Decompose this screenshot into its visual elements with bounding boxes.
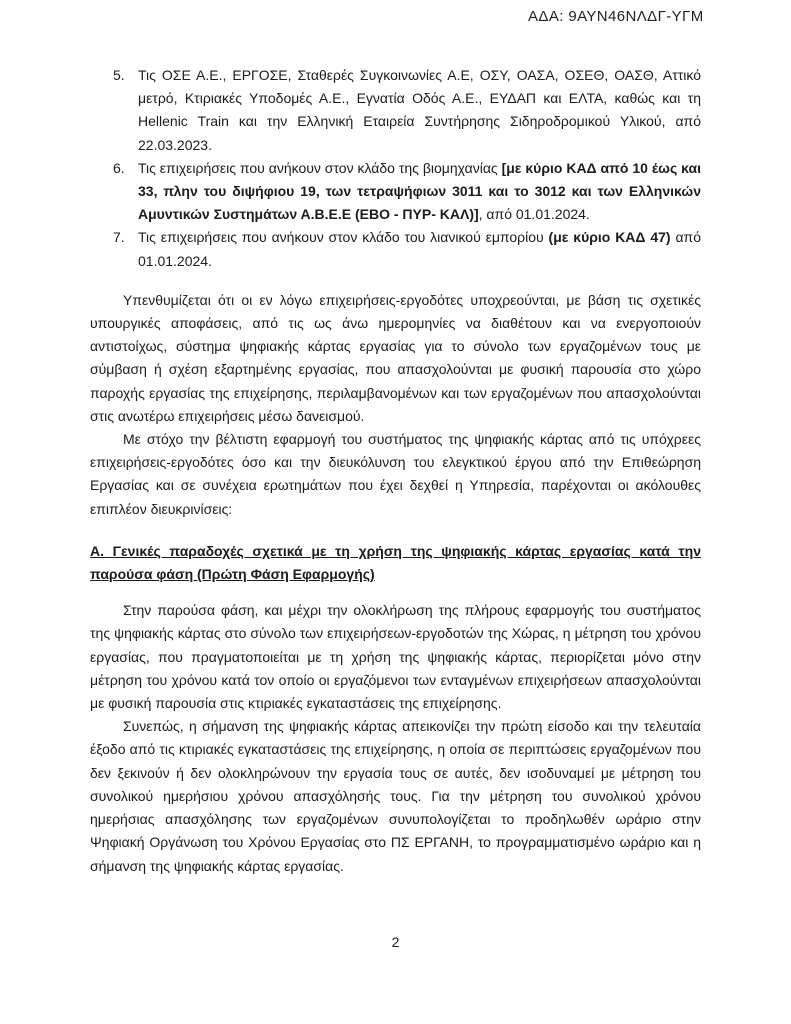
section-a-heading: Α. Γενικές παραδοχές σχετικά με τη χρήση της ψηφιακής κάρτας εργασίας κατά την παρούσα φάση (Πρώτη Φάση Εφαρμογής) xyxy=(90,542,701,583)
text-segment: Τις επιχειρήσεις που ανήκουν στον κλάδο της βιομηχανίας xyxy=(138,159,502,176)
text-segment: Τις ΟΣΕ Α.Ε., ΕΡΓΟΣΕ, Σταθερές Συγκοινωνίες Α.Ε, ΟΣΥ, ΟΑΣΑ, ΟΣΕΘ, ΟΑΣΘ, Αττικό μετρό, Κτιριακές Υποδομές Α.Ε., Εγνατία Οδός Α.Ε., ΕΥΔΑΠ και ΕΛΤΑ, καθώς και τη Hellenic Train και την Ελληνική Εταιρεία Συντήρησης Σιδηροδρομικού Υλικού, από 22.03.2023. xyxy=(138,67,701,153)
text-segment: Τις επιχειρήσεις που ανήκουν στον κλάδο του λιανικού εμπορίου xyxy=(138,229,549,246)
paragraph-card-marking: Συνεπώς, η σήμανση της ψηφιακής κάρτας απεικονίζει την πρώτη είσοδο και την τελευταία έξοδο από τις κτιριακές εγκαταστάσεις της επιχείρησης, η οποία σε περιπτώσεις εργαζομένων που δεν ξεκινούν ή δεν ολοκληρώνουν την εργασία τους σε αυτές, δεν ισοδυναμεί με μέτρηση του συνολικού ημερήσιου χρόνου απασχόλησής τους. Για την μέτρηση του συνολικού χρόνου ημερήσιας απασχόλησης των εργαζομένων συνυπολογίζεται το προδηλωθέν ωράριο στην Ψηφιακή Οργάνωση του Χρόνου Εργασίας στο ΠΣ ΕΡΓΑΝΗ, το προγραμματισμένο ωράριο και η σήμανση της ψηφιακής κάρτας εργασίας. xyxy=(90,718,701,874)
list-item-text xyxy=(138,157,701,227)
list-item-number: 5. xyxy=(113,67,125,83)
text-segment-bold: [με κύριο ΚΑΔ από 10 έως και 33, πλην του διψήφιου 19, των τετραψήφιων 3011 και το 3012 και των Ελληνικών Αμυντικών Συστημάτων Α.Β.Ε.Ε (ΕΒΟ - ΠΥΡ- ΚΑΛ)] xyxy=(138,159,701,223)
list-item-number: 7. xyxy=(113,229,125,246)
paragraph-clarifications-intro: Με στόχο την βέλτιστη εφαρμογή του συστήματος της ψηφιακής κάρτας από τις υπόχρεες επιχειρήσεις-εργοδότες όσο και την διευκόλυνση του ελεγκτικού έργου από την Επιθεώρηση Εργασίας και σε συνέχεια ερωτημάτων που έχει δεχθεί η Υπηρεσία, παρέχονται οι ακόλουθες επιπλέον διευκρινίσεις: xyxy=(90,431,701,517)
list-item-number: 6. xyxy=(113,159,125,176)
paragraph-current-phase: Στην παρούσα φάση, και μέχρι την ολοκλήρωση της πλήρους εφαρμογής του συστήματος της ψηφιακής κάρτας στο σύνολο των επιχειρήσεων-εργοδοτών της Χώρας, η μέτρηση του χρόνου εργασίας, που πραγματοποιείται με τη χρήση της ψηφιακής κάρτας, περιορίζεται μόνο στην μέτρηση του χρόνου κατά τον οποίο οι εργαζόμενοι των ενταγμένων επιχειρήσεων απασχολούνται με φυσική παρουσία στις κτιριακές εγκαταστάσεις της επιχείρησης. xyxy=(90,602,701,712)
list-item-5 xyxy=(90,64,701,157)
text-segment: από 01.01.2024. xyxy=(138,229,701,269)
list-item-text xyxy=(138,226,701,272)
text-segment-bold: (με κύριο ΚΑΔ 47) xyxy=(548,229,671,246)
list-item-text xyxy=(138,64,701,157)
list-item-6 xyxy=(90,157,701,227)
ada-code: ΑΔΑ: 9ΑΥΝ46ΝΛΔΓ-ΥΓΜ xyxy=(528,8,704,25)
paragraph-reminder-obligations: Υπενθυμίζεται ότι οι εν λόγω επιχειρήσεις-εργοδότες υποχρεούνται, με βάση τις σχετικές υπουργικές αποφάσεις, από τις ως άνω ημερομηνίες να διαθέτουν και να ενεργοποιούν αντιστοίχως, σύστημα ψηφιακής κάρτας εργασίας για το σύνολο των εργαζομένων τους με σύμβαση ή σχέση εξαρτημένης εργασίας, που απασχολούνται με φυσική παρουσία στο χώρο παροχής εργασίας της επιχείρησης, περιλαμβανομένων και των εργαζομένων που απασχολούνται στις ανωτέρω επιχειρήσεις μέσω δανεισμού. xyxy=(90,291,701,424)
text-segment: , από 01.01.2024. xyxy=(478,206,590,223)
document-content xyxy=(90,64,701,878)
list-item-7 xyxy=(90,226,701,272)
page-number: 2 xyxy=(391,934,400,950)
